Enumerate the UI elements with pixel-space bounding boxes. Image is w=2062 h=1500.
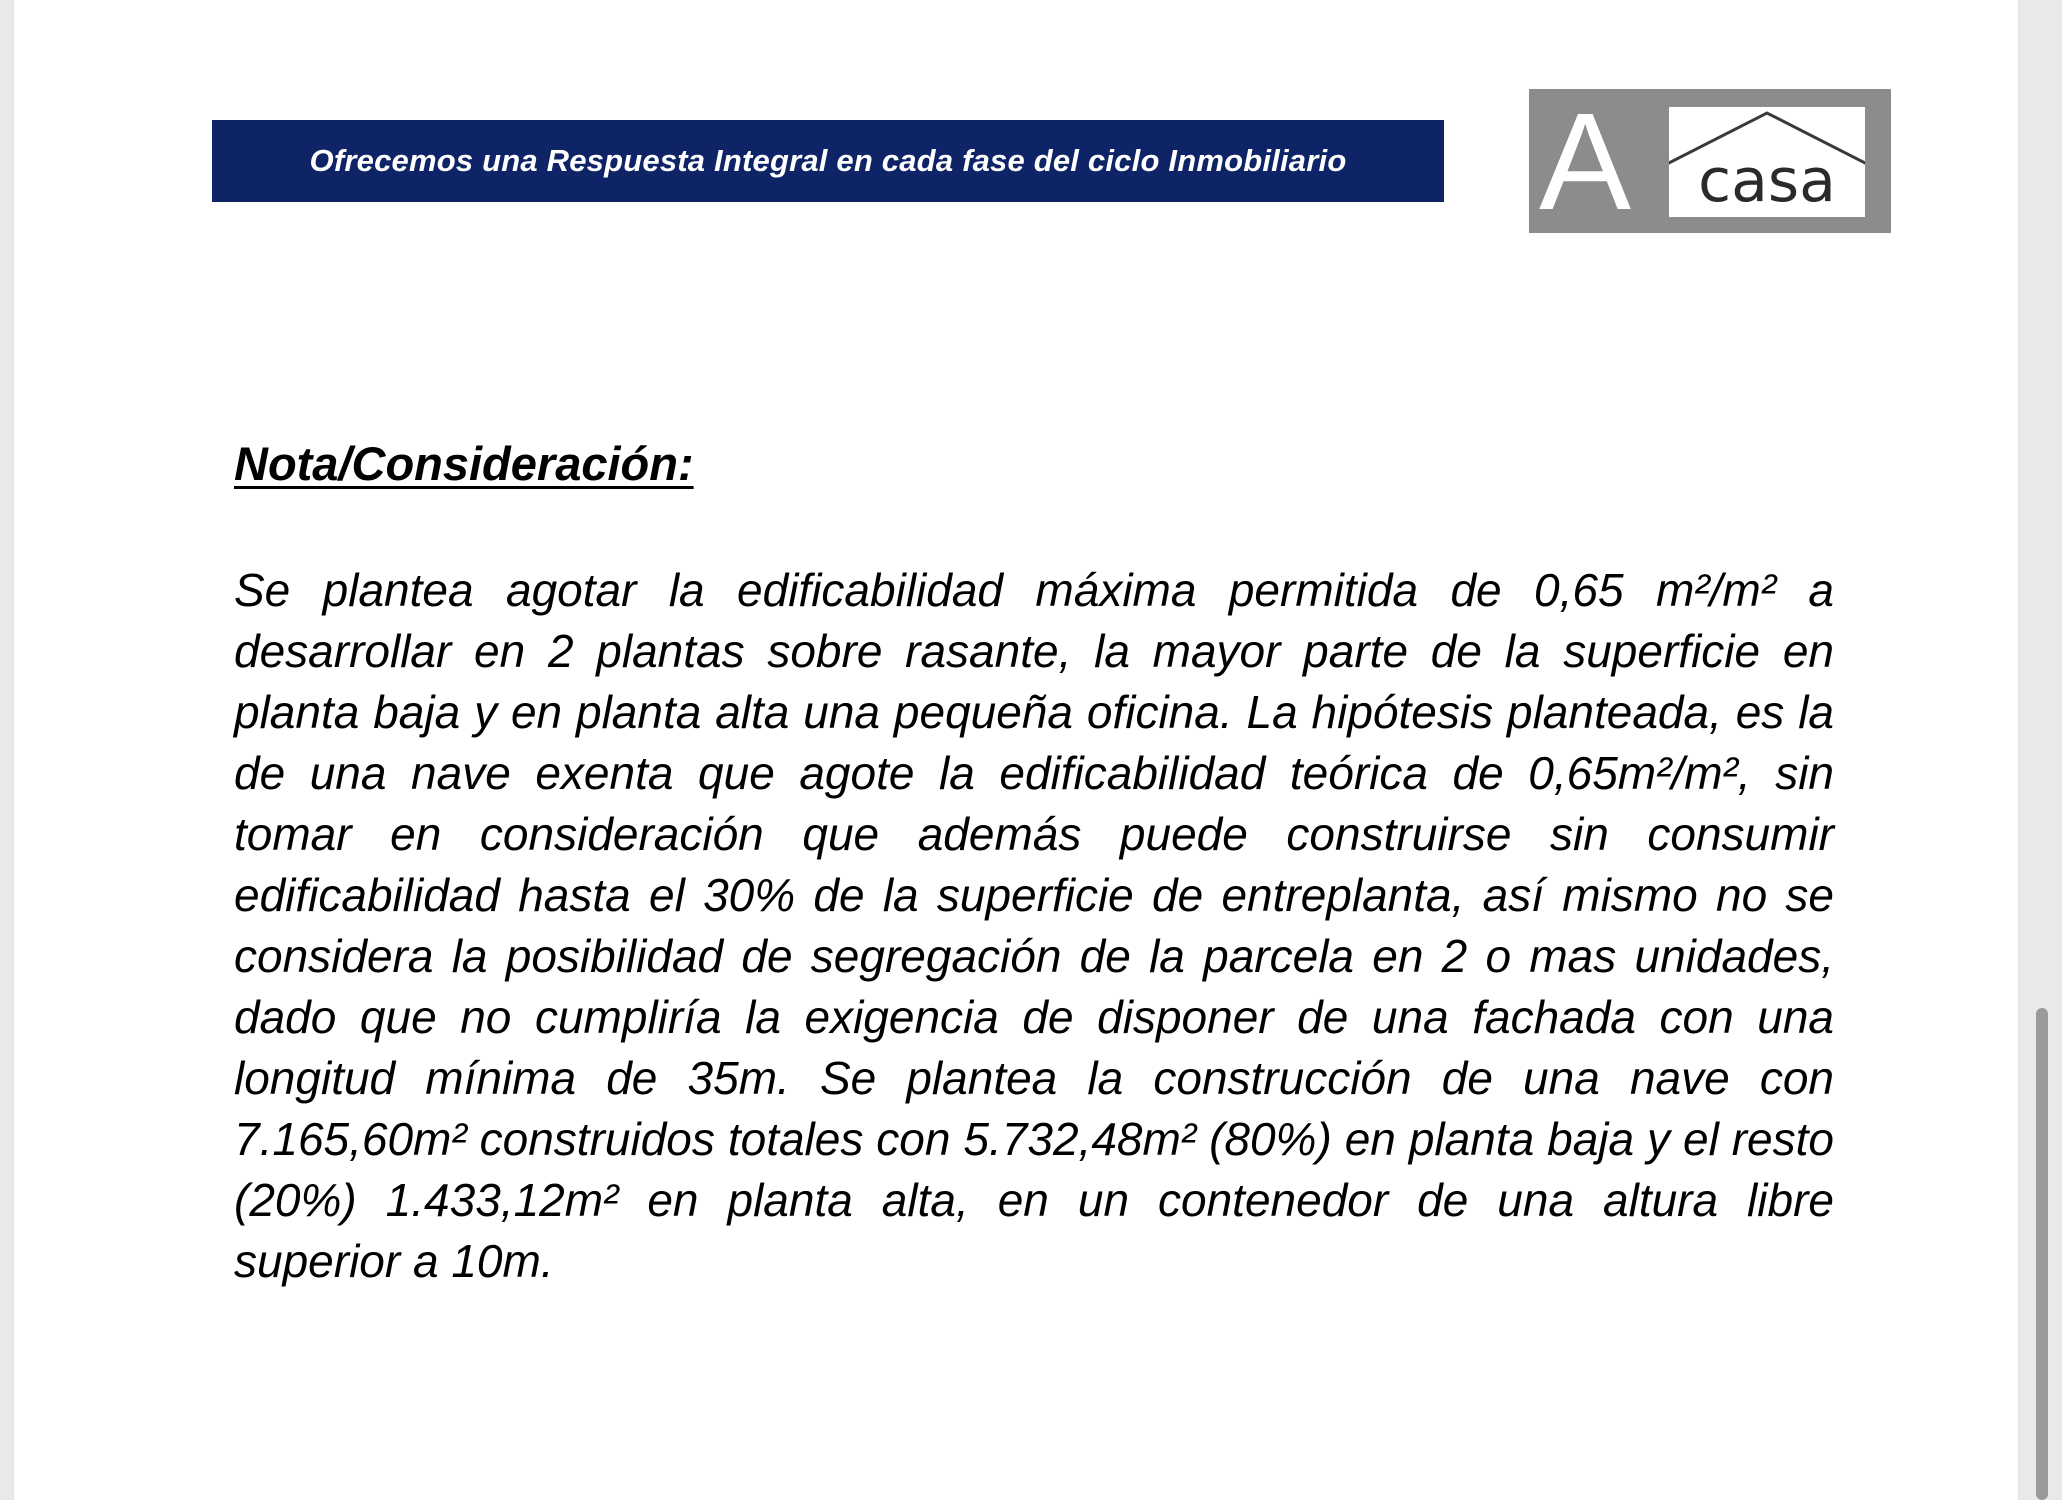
- note-heading: Nota/Consideración:: [234, 437, 694, 490]
- logo-house-box: [1669, 107, 1865, 217]
- logo-letter: A: [1539, 85, 1632, 239]
- vertical-scrollbar[interactable]: [2036, 1008, 2048, 1500]
- document-page: [14, 0, 2018, 1500]
- logo-word: casa: [1698, 146, 1836, 216]
- company-logo: [1529, 85, 1891, 239]
- note-paragraph: Se plantea agotar la edificabilidad máxima permitida de 0,65 m²/m² a desarrollar en 2 plantas sobre rasante, la mayor parte de la superficie en planta baja y en planta alta una pequeña oficina. La hipótesis planteada, es la de una nave exenta que agote la edificabilidad teórica de 0,65m²/m², sin tomar en consideración que además puede construirse sin consumir edificabilidad hasta el 30% de la superficie de entreplanta, así mismo no se considera la posibilidad de segregación de la parcela en 2 o mas unidades, dado que no cumpliría la exigencia de disponer de una fachada con una longitud mínima de 35m. Se plantea la construcción de una nave con 7.165,60m² construidos totales con 5.732,48m² (80%) en planta baja y el resto (20%) 1.433,12m² en planta alta, en un contenedor de una altura libre superior a 10m.: [234, 564, 1834, 1287]
- banner-text: Ofrecemos una Respuesta Integral en cada fase del ciclo Inmobiliario: [309, 143, 1347, 178]
- header-banner: [212, 120, 1444, 202]
